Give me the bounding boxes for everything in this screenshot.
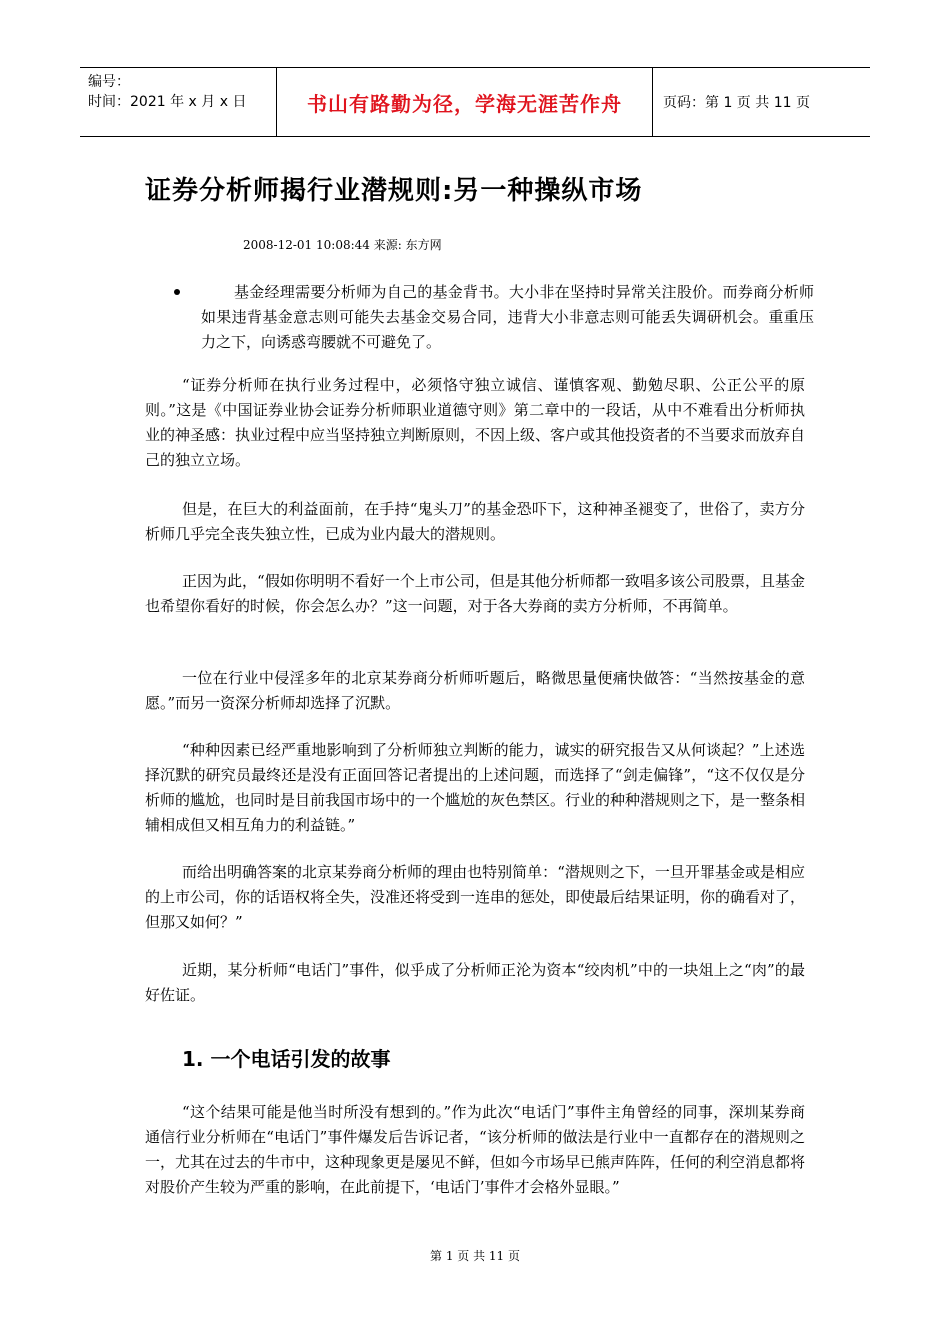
header-page-info: 页码：第 1 页 共 11 页 <box>663 95 810 111</box>
header-left-cell <box>80 68 277 136</box>
article-meta: 2008-12-01 10:08:44 来源: 东方网 <box>243 238 442 252</box>
doc-number: 编号： <box>88 74 130 90</box>
paragraph: 一位在行业中侵淫多年的北京某券商分析师听题后，略微思量便痛快做答：“当然按基金的意愿。”而另一资深分析师却选择了沉默。 <box>145 669 805 712</box>
header-motto: 书山有路勤为径，学海无涯苦作舟 <box>277 68 653 136</box>
paragraph: “这个结果可能是他当时所没有想到的。”作为此次“电话门”事件主角曾经的同事，深圳某券商通信行业分析师在“电话门”事件爆发后告诉记者，“该分析师的做法是行业中一直都存在的潜规则之一，尤其在过去的牛市中，这种现象更是屡见不鲜，但如今市场早已熊声阵阵，任何的利空消息都将对股价产生较为严重的影响，在此前提下，‘电话门’事件才会格外显眼。” <box>145 1103 806 1196</box>
bullet-dot-icon <box>174 289 180 295</box>
section-heading: 1. 一个电话引发的故事 <box>182 1047 391 1071</box>
page-footer: 第 1 页 共 11 页 <box>430 1249 520 1263</box>
article-title: 证券分析师揭行业潜规则:另一种操纵市场 <box>145 176 643 206</box>
summary-text: 基金经理需要分析师为自己的基金背书。大小非在坚持时异常关注股价。而券商分析师如果违背基金意志则可能失去基金交易合同，违背大小非意志则可能丢失调研机会。重重压力之下，向诱惑弯腰就不可避免了。 <box>201 283 814 351</box>
paragraph: 而给出明确答案的北京某券商分析师的理由也特别简单：“潜规则之下，一旦开罪基金或是相应的上市公司，你的话语权将全失，没准还将受到一连串的惩处，即使最后结果证明，你的确看对了，但那又如何？” <box>145 863 806 931</box>
header-table <box>80 67 870 137</box>
paragraph: “种种因素已经严重地影响到了分析师独立判断的能力，诚实的研究报告又从何谈起？”上述选择沉默的研究员最终还是没有正面回答记者提出的上述问题，而选择了“剑走偏锋”，“这不仅仅是分析师的尴尬，也同时是目前我国市场中的一个尴尬的灰色禁区。行业的种种潜规则之下，是一整条相辅相成但又相互角力的利益链。” <box>145 741 806 834</box>
doc-date: 时间：2021 年 x 月 x 日 <box>88 94 247 110</box>
summary-bullet <box>174 280 814 355</box>
paragraph: 正因为此，“假如你明明不看好一个上市公司，但是其他分析师都一致唱多该公司股票，且基金也希望你看好的时候，你会怎么办？”这一问题，对于各大券商的卖方分析师，不再简单。 <box>145 572 805 615</box>
paragraph: “证券分析师在执行业务过程中，必须恪守独立诚信、谨慎客观、勤勉尽职、公正公平的原则。”这是《中国证券业协会证券分析师职业道德守则》第二章中的一段话，从中不难看出分析师执业的神圣感：执业过程中应当坚持独立判断原则，不因上级、客户或其他投资者的不当要求而放弃自己的独立立场。 <box>145 376 806 469</box>
paragraph: 近期，某分析师“电话门”事件，似乎成了分析师正沦为资本“绞肉机”中的一块俎上之“肉”的最好佐证。 <box>145 961 805 1004</box>
paragraph: 但是，在巨大的利益面前，在手持“鬼头刀”的基金恐吓下，这种神圣褪变了，世俗了，卖方分析师几乎完全丧失独立性，已成为业内最大的潜规则。 <box>145 500 805 543</box>
